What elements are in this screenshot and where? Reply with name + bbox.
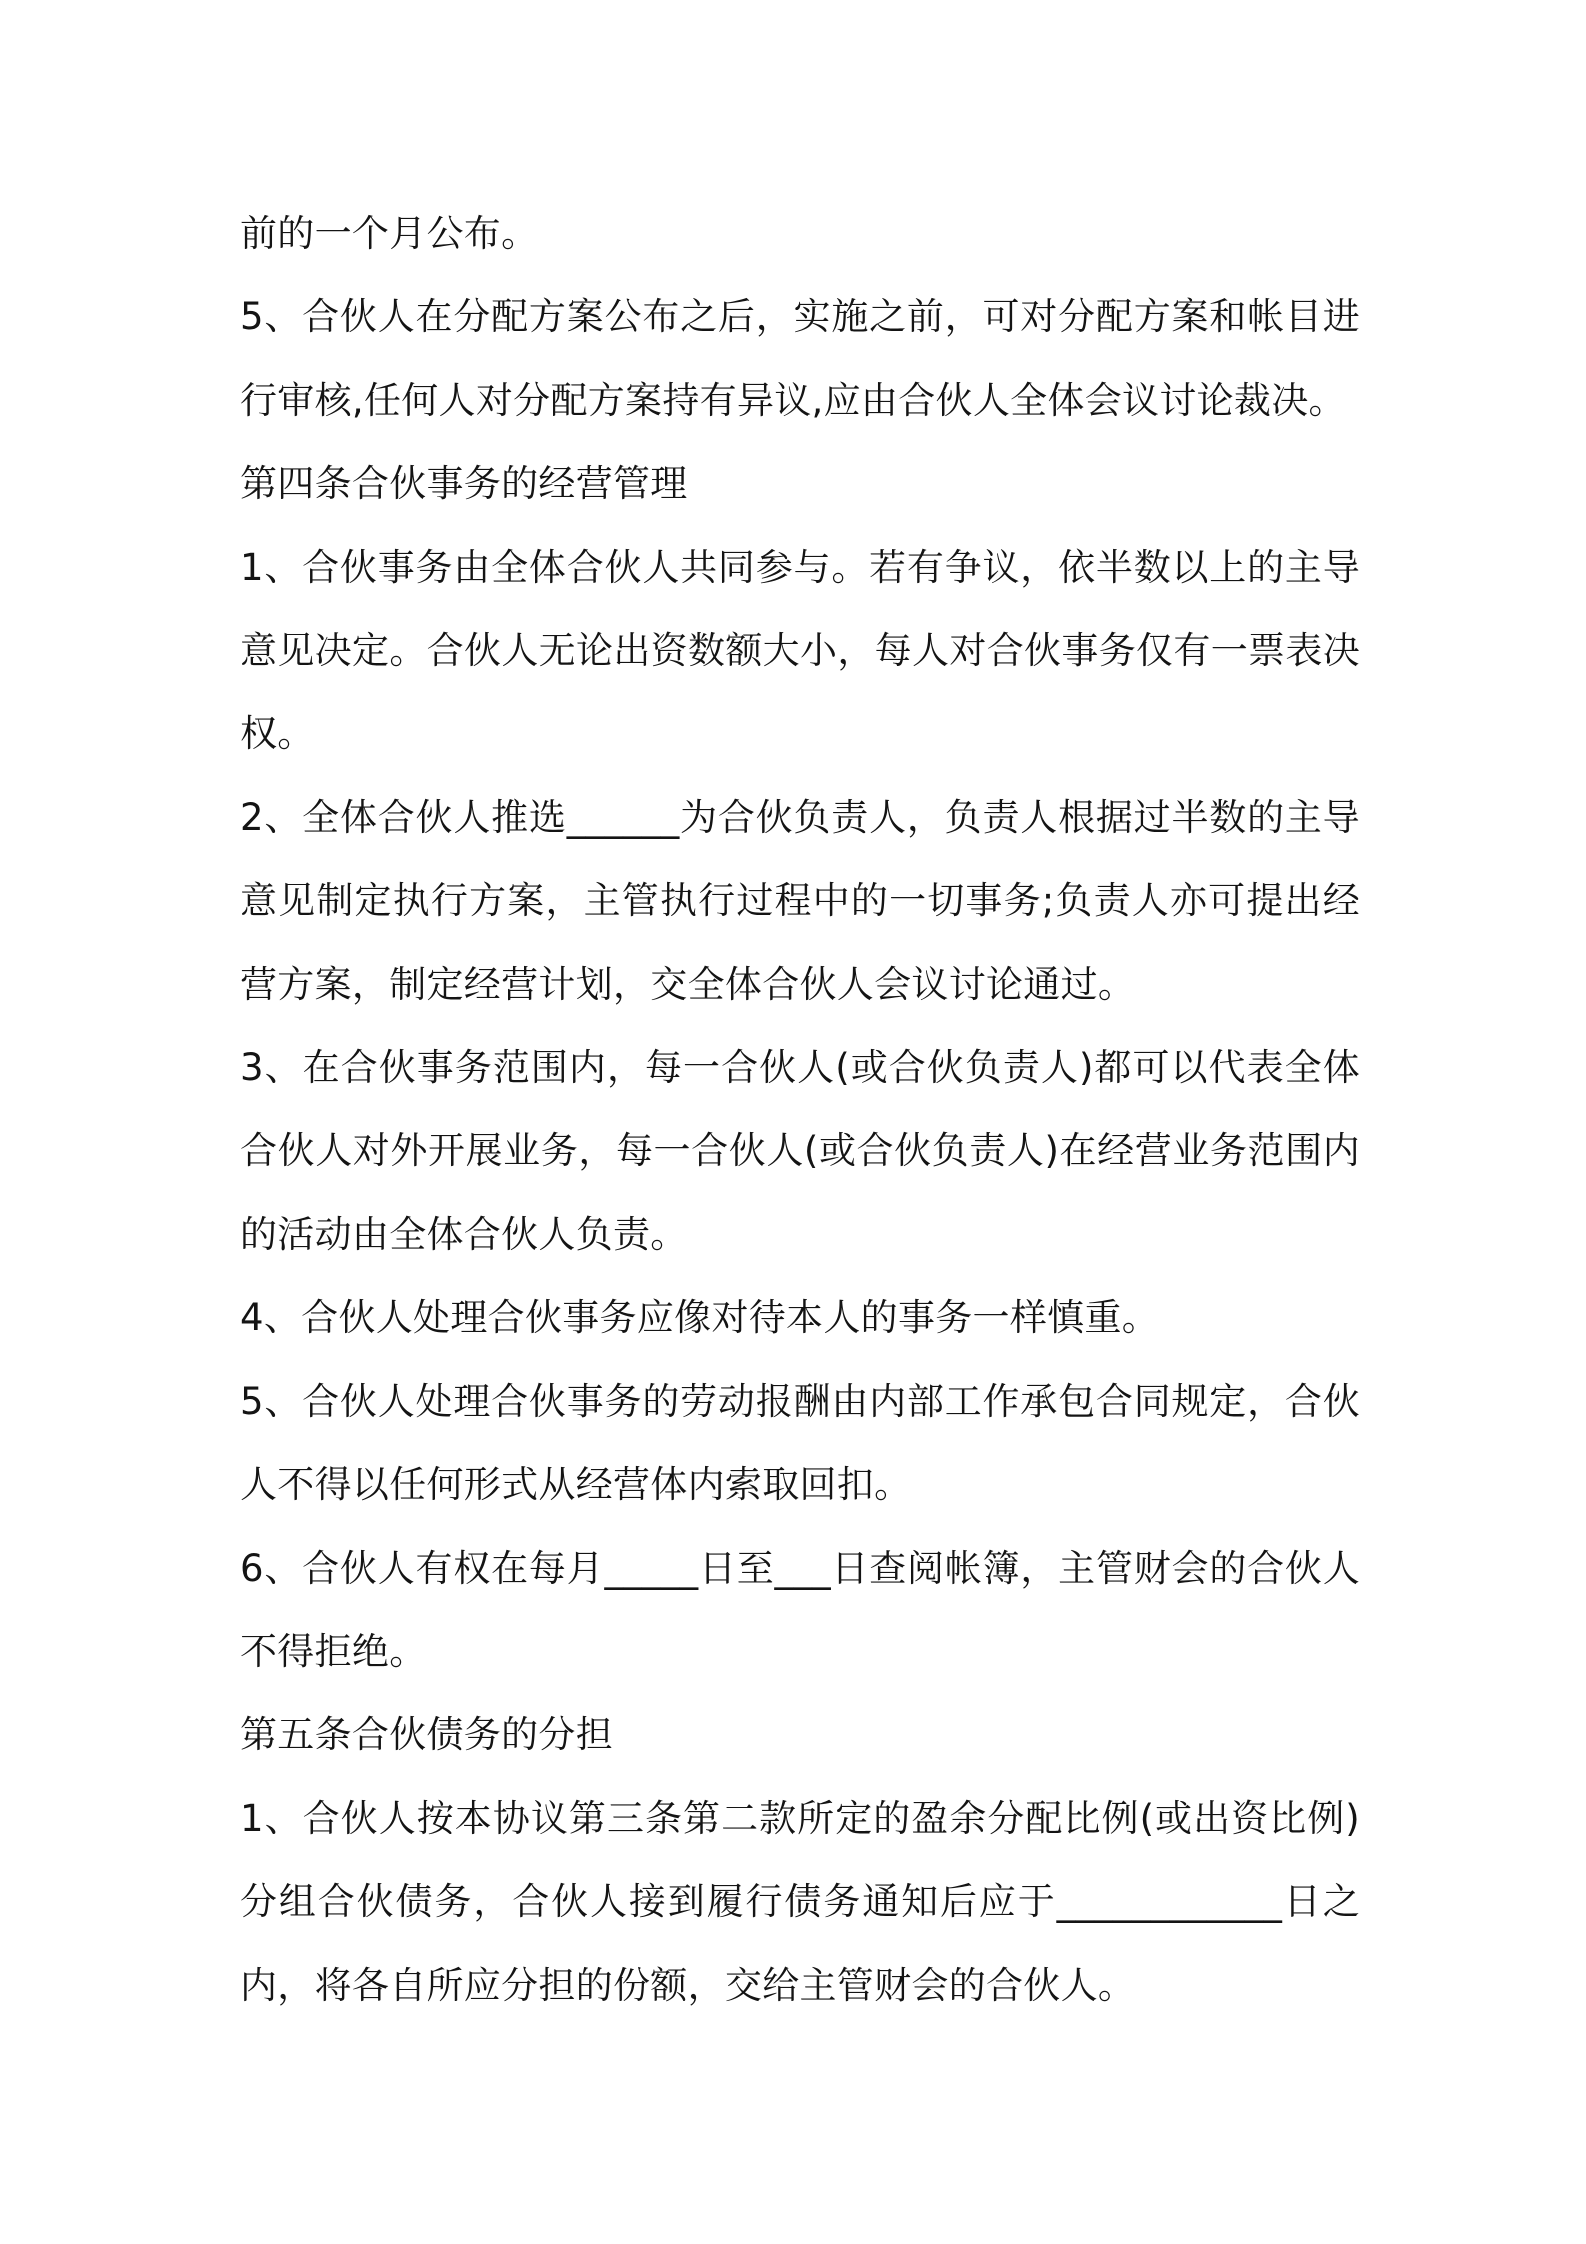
article-5-heading: 第五条合伙债务的分担 bbox=[240, 1713, 613, 1757]
paragraph-clause-4-3: 3、在合伙事务范围内，每一合伙人(或合伙负责人)都可以代表全体合伙人对外开展业务，每一合伙人(或合伙负责人)在经营业务范围内的活动由全体合伙人负责。 bbox=[240, 1046, 1360, 1256]
paragraph-clause-4-5: 5、合伙人处理合伙事务的劳动报酬由内部工作承包合同规定，合伙人不得以任何形式从经营体内索取回扣。 bbox=[240, 1379, 1360, 1507]
paragraph-clause-4-1: 1、合伙事务由全体合伙人共同参与。若有争议，依半数以上的主导意见决定。合伙人无论出资数额大小，每人对合伙事务仅有一票表决权。 bbox=[240, 545, 1360, 756]
paragraph-clause-4-6: 6、合伙人有权在每月_____日至___日查阅帐簿，主管财会的合伙人不得拒绝。 bbox=[240, 1546, 1360, 1673]
paragraph-clause-5-1: 1、合伙人按本协议第三条第二款所定的盈余分配比例(或出资比例)分组合伙债务，合伙人接到履行债务通知后应于____________日之内，将各自所应分担的份额，交给主管财会的合伙人。 bbox=[240, 1796, 1360, 2007]
document-body bbox=[240, 192, 1360, 2027]
paragraph-clause-3-5: 5、合伙人在分配方案公布之后，实施之前，可对分配方案和帐目进行审核,任何人对分配方案持有异议,应由合伙人全体会议讨论裁决。 bbox=[240, 295, 1360, 422]
article-4-heading: 第四条合伙事务的经营管理 bbox=[240, 462, 688, 506]
paragraph-continuation: 前的一个月公布。 bbox=[240, 212, 539, 255]
paragraph-clause-4-4: 4、合伙人处理合伙事务应像对待本人的事务一样慎重。 bbox=[240, 1296, 1160, 1340]
paragraph-clause-4-2: 2、全体合伙人推选______为合伙负责人，负责人根据过半数的主导意见制定执行方案，主管执行过程中的一切事务;负责人亦可提出经营方案，制定经营计划，交全体合伙人会议讨论通过。 bbox=[240, 795, 1360, 1006]
